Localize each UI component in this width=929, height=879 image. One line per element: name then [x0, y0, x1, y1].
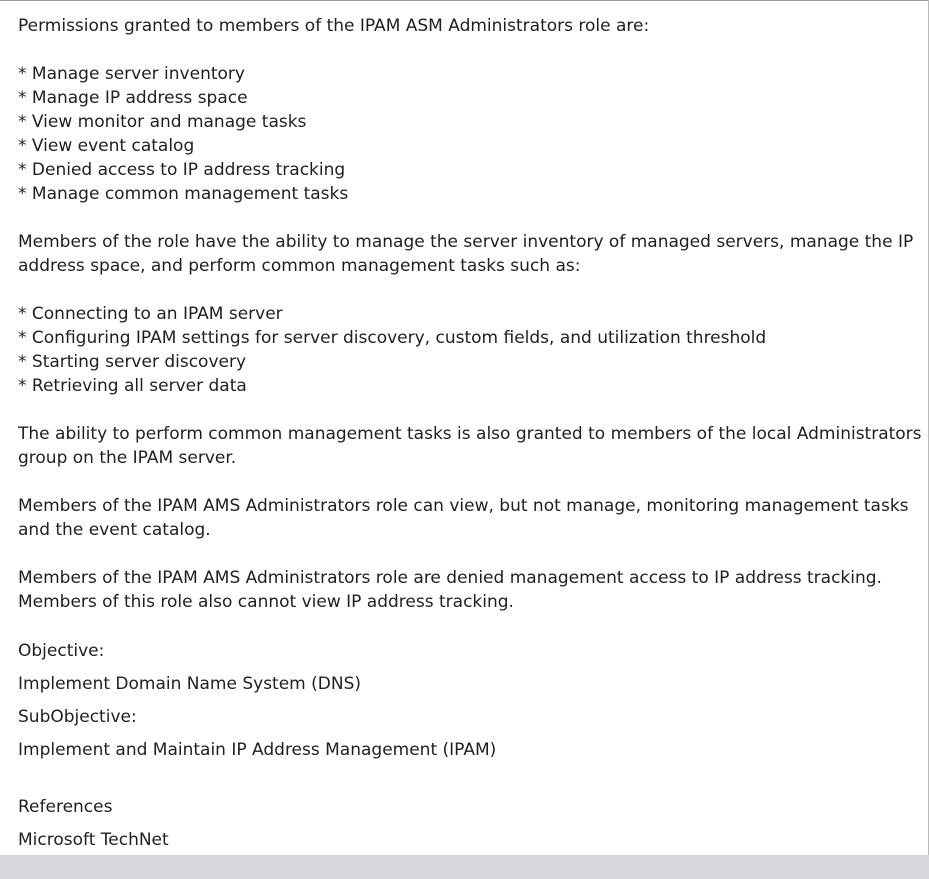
- list-item: * Manage common management tasks: [18, 184, 349, 204]
- references-label: References: [18, 797, 113, 817]
- intro-text: Permissions granted to members of the IPAM ASM Administrators role are:: [18, 16, 650, 36]
- abilities-paragraph: [18, 230, 913, 278]
- list-item: * Connecting to an IPAM server: [18, 304, 283, 324]
- subobjective-value: Implement and Maintain IP Address Management (IPAM): [18, 740, 497, 760]
- objective-label: Objective:: [18, 641, 105, 661]
- list-item: * Starting server discovery: [18, 352, 247, 372]
- paragraph-line: The ability to perform common management tasks is also granted to members of the local Administrators: [18, 424, 922, 444]
- list-item: * Configuring IPAM settings for server discovery, custom fields, and utilization threshold: [18, 328, 767, 348]
- top-border: [0, 0, 929, 1]
- denied-paragraph: [18, 566, 913, 614]
- paragraph-line: Members of the role have the ability to manage the server inventory of managed servers, manage the IP: [18, 232, 914, 252]
- footer-bar: [0, 855, 929, 879]
- paragraph-line: and the event catalog.: [18, 520, 211, 540]
- list-item: * Manage IP address space: [18, 88, 248, 108]
- list-item: * View event catalog: [18, 136, 195, 156]
- list-item: * Retrieving all server data: [18, 376, 247, 396]
- list-item: * View monitor and manage tasks: [18, 112, 307, 132]
- paragraph-line: Members of this role also cannot view IP address tracking.: [18, 592, 514, 612]
- reference-link[interactable]: Microsoft TechNet: [18, 830, 169, 850]
- list-item: * Denied access to IP address tracking: [18, 160, 346, 180]
- subobjective-label: SubObjective:: [18, 707, 137, 727]
- tasks-list: [18, 302, 913, 398]
- paragraph-line: Members of the IPAM AMS Administrators role are denied management access to IP address tracking.: [18, 568, 882, 588]
- paragraph-line: group on the IPAM server.: [18, 448, 237, 468]
- local-admins-paragraph: [18, 422, 922, 470]
- paragraph-line: address space, and perform common management tasks such as:: [18, 256, 581, 276]
- list-item: * Manage server inventory: [18, 64, 245, 84]
- explanation-content: [18, 14, 922, 857]
- view-paragraph: [18, 494, 913, 542]
- permissions-list: [18, 62, 913, 206]
- objective-value: Implement Domain Name System (DNS): [18, 674, 361, 694]
- paragraph-line: Members of the IPAM AMS Administrators role can view, but not manage, monitoring management tasks: [18, 496, 909, 516]
